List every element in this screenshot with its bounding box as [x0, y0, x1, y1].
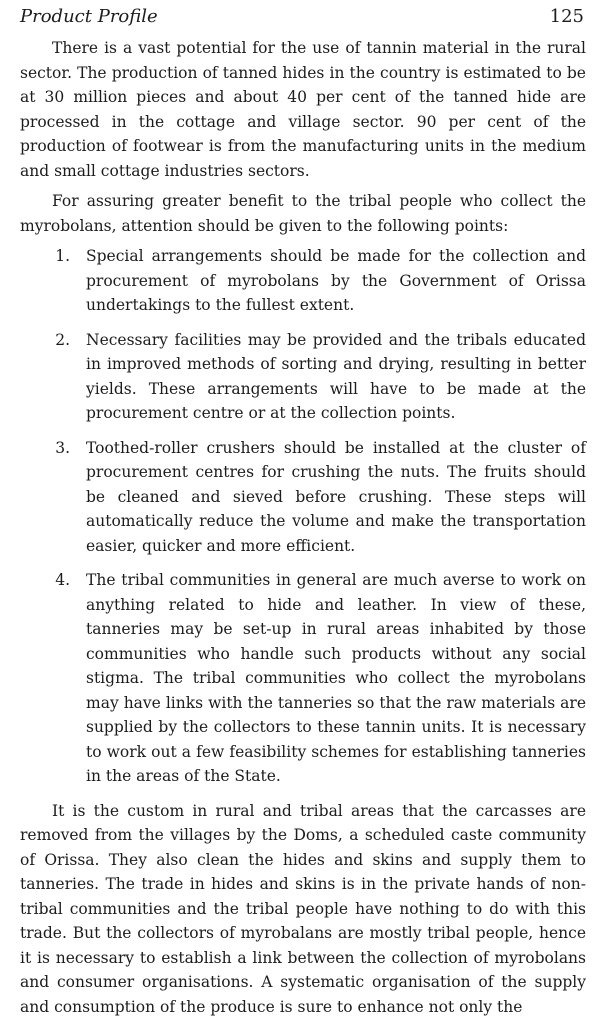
list-item-number: 2. — [55, 330, 70, 349]
list-item — [20, 328, 586, 426]
list-item — [20, 568, 586, 789]
list-item-text: Necessary facilities may be provided and the tribals educated in improved methods of sorting and drying, resulting in better yields. These arrangements will have to be made at the procurement centre or at the collection points. — [86, 330, 586, 422]
paragraph-carcass-custom: It is the custom in rural and tribal areas that the carcasses are removed from the villages by the Doms, a scheduled caste community of Orissa. They also clean the hides and skins and supply them to tanneries. The trade in hides and skins is in the private hands of non-tribal communities and the tribal people have nothing to do with this trade. But the collectors of myrobalans are mostly tribal people, hence it is necessary to establish a link between the collection of myrobolans and consumer organisations. A systematic organisation of the supply and consumption of the produce is sure to enhance not only the — [20, 801, 586, 1016]
list-item-number: 4. — [55, 571, 70, 589]
list-item-number: 3. — [55, 438, 70, 457]
paragraph-benefit-intro: For assuring greater benefit to the tribal people who collect the myrobolans, attention should be given to the following points: — [20, 192, 586, 235]
page-number: 125 — [549, 6, 584, 27]
recommendation-list — [20, 244, 586, 789]
paragraph-tannin-potential: There is a vast potential for the use of tannin material in the rural sector. The production of tanned hides in the country is estimated to be at 30 million pieces and about 40 per cent of the tanned hide are processed in the cottage and village sector. 90 per cent of the production of footwear is from the manufacturing units in the medium and small cottage industries sectors. — [20, 39, 586, 180]
list-item — [20, 244, 586, 318]
page-header — [20, 6, 586, 36]
list-item-text: Toothed-roller crushers should be installed at the cluster of procurement centres for crushing the nuts. The fruits should be cleaned and sieved before crushing. These steps will automatically reduce the volume and make the transportation easier, quicker and more efficient. — [86, 438, 586, 555]
list-item — [20, 436, 586, 559]
list-item-number: 1. — [55, 247, 70, 265]
list-item-text: The tribal communities in general are much averse to work on anything related to hide and leather. In view of these, tanneries may be set-up in rural areas inhabited by those communities who handle such products without any social stigma. The tribal communities who collect the myrobolans may have links with the tanneries so that the raw materials are supplied by the collectors to these tannin units. It is necessary to work out a few feasibility schemes for establishing tanneries in the areas of the State. — [86, 571, 586, 785]
list-item-text: Special arrangements should be made for the collection and procurement of myrobolans by the Government of Orissa undertakings to the fullest extent. — [86, 247, 586, 314]
book-page — [20, 6, 586, 1019]
running-head: Product Profile — [20, 6, 158, 27]
